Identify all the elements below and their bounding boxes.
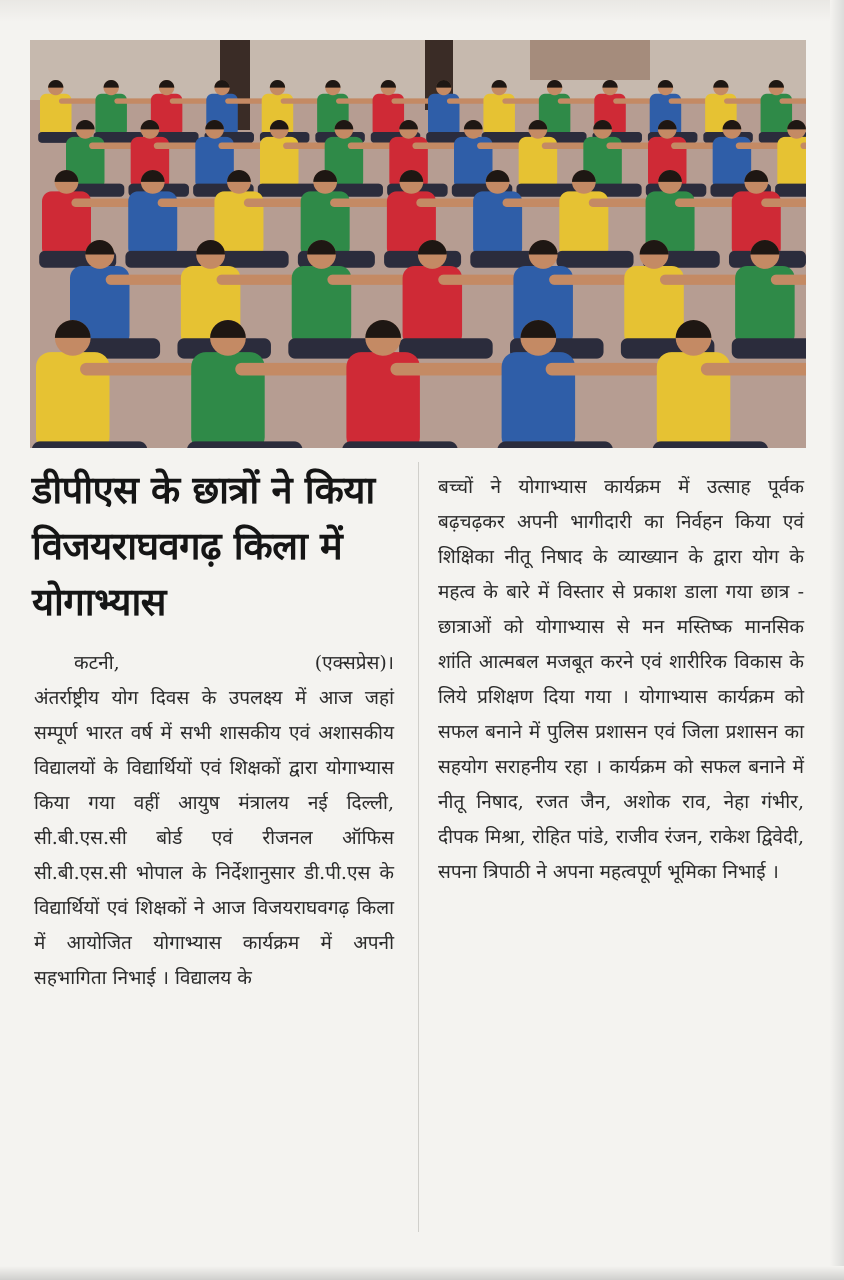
student-legs [125, 251, 202, 268]
student-legs [557, 251, 634, 268]
student-legs [187, 441, 303, 448]
student-legs [32, 441, 148, 448]
article-body-left: अंतर्राष्ट्रीय योग दिवस के उपलक्ष्य में आज जहां सम्पूर्ण भारत वर्ष में सभी शासकीय एवं अशासकीय विद्यालयों के विद्यार्थियों एवं शिक्षकों द्वारा योगाभ्यास किया गया वहीं आयुष मंत्रालय नई दिल्ली, सी.बी.एस.सी बोर्ड एवं रीजनल ऑफिस सी.बी.एस.सी भोपाल के निर्देशानुसार डी.पी.एस के विद्यार्थियों एवं शिक्षकों ने आज विजयराघवगढ़ किला में आयोजित योगाभ्यास कार्यक्रम में अपनी सहभागिता निभाई । विद्यालय के [34, 687, 394, 989]
student-arm [779, 98, 806, 103]
student-legs [497, 441, 613, 448]
student-legs [732, 338, 806, 358]
page-bottom-shadow [0, 1266, 844, 1280]
student-arm [80, 363, 196, 376]
student-arm [771, 275, 806, 285]
student-legs [342, 441, 458, 448]
student-arm [235, 363, 350, 376]
student-arm [546, 363, 662, 376]
student-arm [761, 199, 806, 207]
article-column-right [438, 470, 804, 890]
yoga-event-photo [30, 40, 806, 448]
dateline-source: (एक्सप्रेस)। [314, 652, 394, 674]
article-headline: डीपीएस के छात्रों ने किया विजयराघवगढ़ किला में योगाभ्यास [32, 468, 375, 624]
student-arm [391, 363, 507, 376]
article-body-right: बच्चों ने योगाभ्यास कार्यक्रम में उत्साह पूर्वक बढ़चढ़कर अपनी भागीदारी का निर्वहन किया एवं शिक्षिका नीतू निषाद के व्याख्यान के द्वारा योग के महत्व के बारे में विस्तार से प्रकाश डाला गया छात्र - छात्राओं को योगाभ्यास से मन मस्तिष्क मानसिक शांति आत्मबल मजबूत करने एवं शारीरिक विकास के लिये प्रशिक्षण दिया गया । योगाभ्यास कार्यक्रम को सफल बनाने में पुलिस प्रशासन एवं जिला प्रशासन का सहयोग सराहनीय रहा । कार्यक्रम को सफल बनाने में नीतू निषाद, रजत जैन, अशोक राव, नेहा गंभीर, दीपक मिश्रा, रोहित पांडे, राजीव रंजन, राकेश द्विवेदी, सपना त्रिपाठी ने अपना महत्वपूर्ण भूमिका निभाई । [438, 476, 804, 883]
student-arm [701, 363, 806, 376]
photo-background-structure [530, 40, 650, 80]
dateline-place: कटनी, [74, 652, 120, 674]
column-divider [418, 462, 419, 1232]
page-right-shadow [830, 0, 844, 1280]
page-top-shadow [0, 0, 844, 22]
article-column-left [34, 646, 394, 996]
student-legs [775, 184, 806, 197]
photo-back-wall [30, 40, 806, 100]
student-legs [653, 441, 769, 448]
dateline [34, 646, 394, 681]
students-yoga-illustration [30, 40, 806, 448]
